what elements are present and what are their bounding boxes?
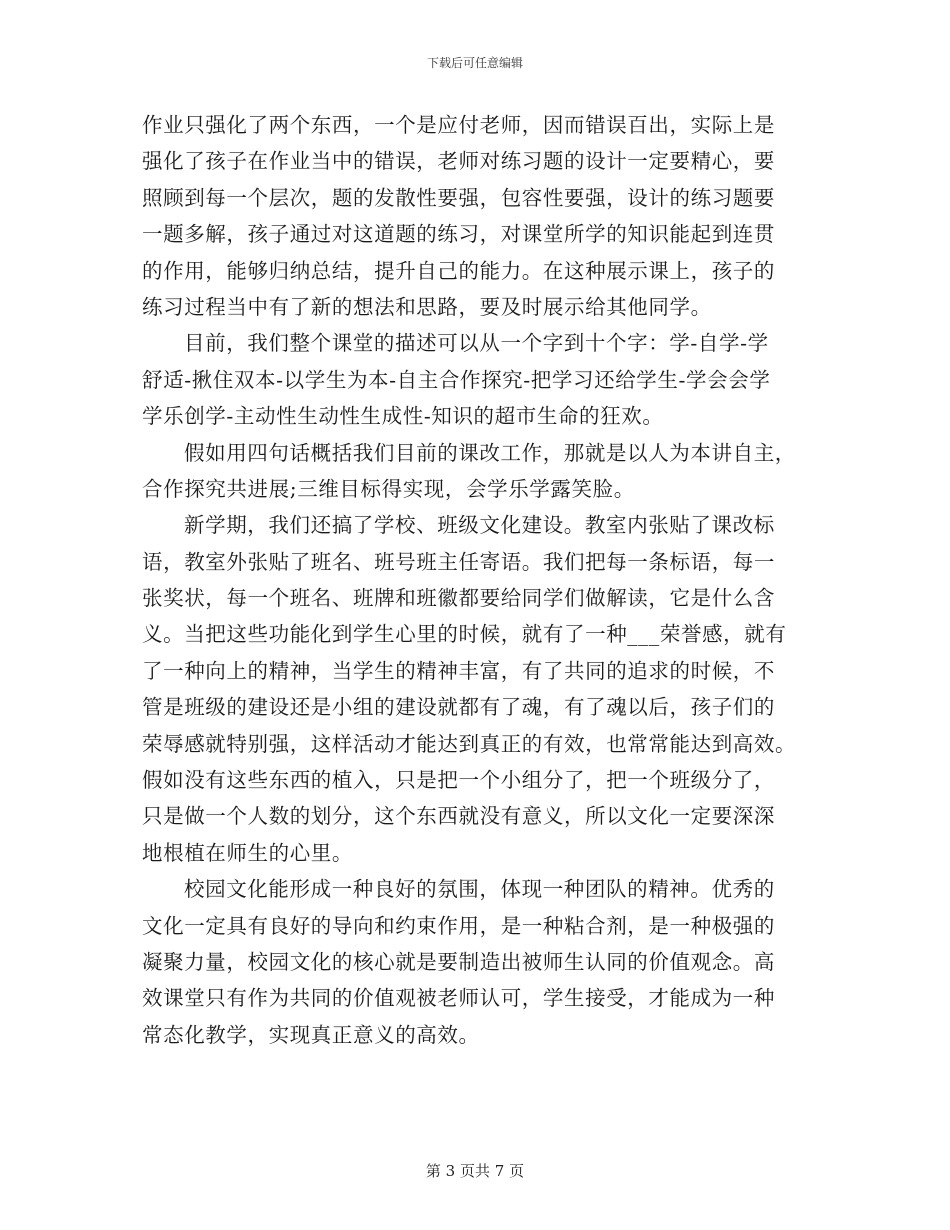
- text-line: 语，教室外张贴了班名、班号班主任寄语。我们把每一条标语，每一: [142, 549, 775, 574]
- paragraph: [142, 107, 812, 325]
- text-line: 荣辱感就特别强，这样活动才能达到真正的有效，也常常能达到高效。: [142, 731, 797, 756]
- text-line: 文化一定具有良好的导向和约束作用，是一种粘合剂，是一种极强的: [142, 913, 775, 938]
- text-line: 管是班级的建设还是小组的建设就都有了魂，有了魂以后，孩子们的: [142, 695, 775, 720]
- text-line: 舒适-揪住双本-以学生为本-自主合作探究-把学习还给学生-学会会学: [142, 367, 771, 392]
- text-line: 校园文化能形成一种良好的氛围，体现一种团队的精神。优秀的: [184, 877, 775, 902]
- text-line: 了一种向上的精神，当学生的精神丰富，有了共同的追求的时候，不: [142, 658, 775, 683]
- text-line: 一题多解，孩子通过对这道题的练习，对课堂所学的知识能起到连贯: [142, 222, 775, 247]
- text-line: 照顾到每一个层次，题的发散性要强，包容性要强，设计的练习题要: [142, 185, 775, 210]
- document-body: [142, 107, 812, 1053]
- text-line: 合作探究共进展;三维目标得实现，会学乐学露笑脸。: [142, 476, 635, 501]
- text-line: 效课堂只有作为共同的价值观被老师认可，学生接受，才能成为一种: [142, 986, 775, 1011]
- text-line: 只是做一个人数的划分，这个东西就没有意义，所以文化一定要深深: [142, 804, 775, 829]
- text-line: 目前，我们整个课堂的描述可以从一个字到十个字：学-自学-学: [184, 331, 769, 356]
- paragraph: [142, 325, 812, 434]
- text-line: 强化了孩子在作业当中的错误，老师对练习题的设计一定要精心，要: [142, 149, 775, 174]
- text-line: 常态化教学，实现真正意义的高效。: [142, 1022, 480, 1047]
- text-line: 假如没有这些东西的植入，只是把一个小组分了，把一个班级分了，: [142, 768, 775, 793]
- page-number-footer: 第 3 页共 7 页: [425, 1162, 525, 1180]
- text-line: 假如用四句话概括我们目前的课改工作，那就是以人为本讲自主，: [184, 440, 796, 465]
- page-header: 下载后可任意编辑: [426, 56, 523, 70]
- text-line: 新学期，我们还搞了学校、班级文化建设。教室内张贴了课改标: [184, 513, 775, 538]
- text-line: 作业只强化了两个东西，一个是应付老师，因而错误百出，实际上是: [142, 113, 775, 137]
- text-line: 凝聚力量，校园文化的核心就是要制造出被师生认同的价值观念。高: [142, 949, 775, 974]
- text-line: 地根植在师生的心里。: [142, 840, 353, 865]
- text-line: 张奖状，每一个班名、班牌和班徽都要给同学们做解读，它是什么含: [142, 586, 775, 611]
- text-line: 义。当把这些功能化到学生心里的时候，就有了一种___荣誉感，就有: [142, 622, 787, 647]
- text-line: 学乐创学-主动性生动性生成性-知识的超市生命的狂欢。: [142, 404, 664, 429]
- paragraph: [142, 435, 812, 508]
- paragraph: [142, 507, 812, 871]
- paragraph: [142, 871, 812, 1053]
- text-line: 练习过程当中有了新的想法和思路，要及时展示给其他同学。: [142, 294, 712, 319]
- text-line: 的作用，能够归纳总结，提升自己的能力。在这种展示课上，孩子的: [142, 258, 775, 283]
